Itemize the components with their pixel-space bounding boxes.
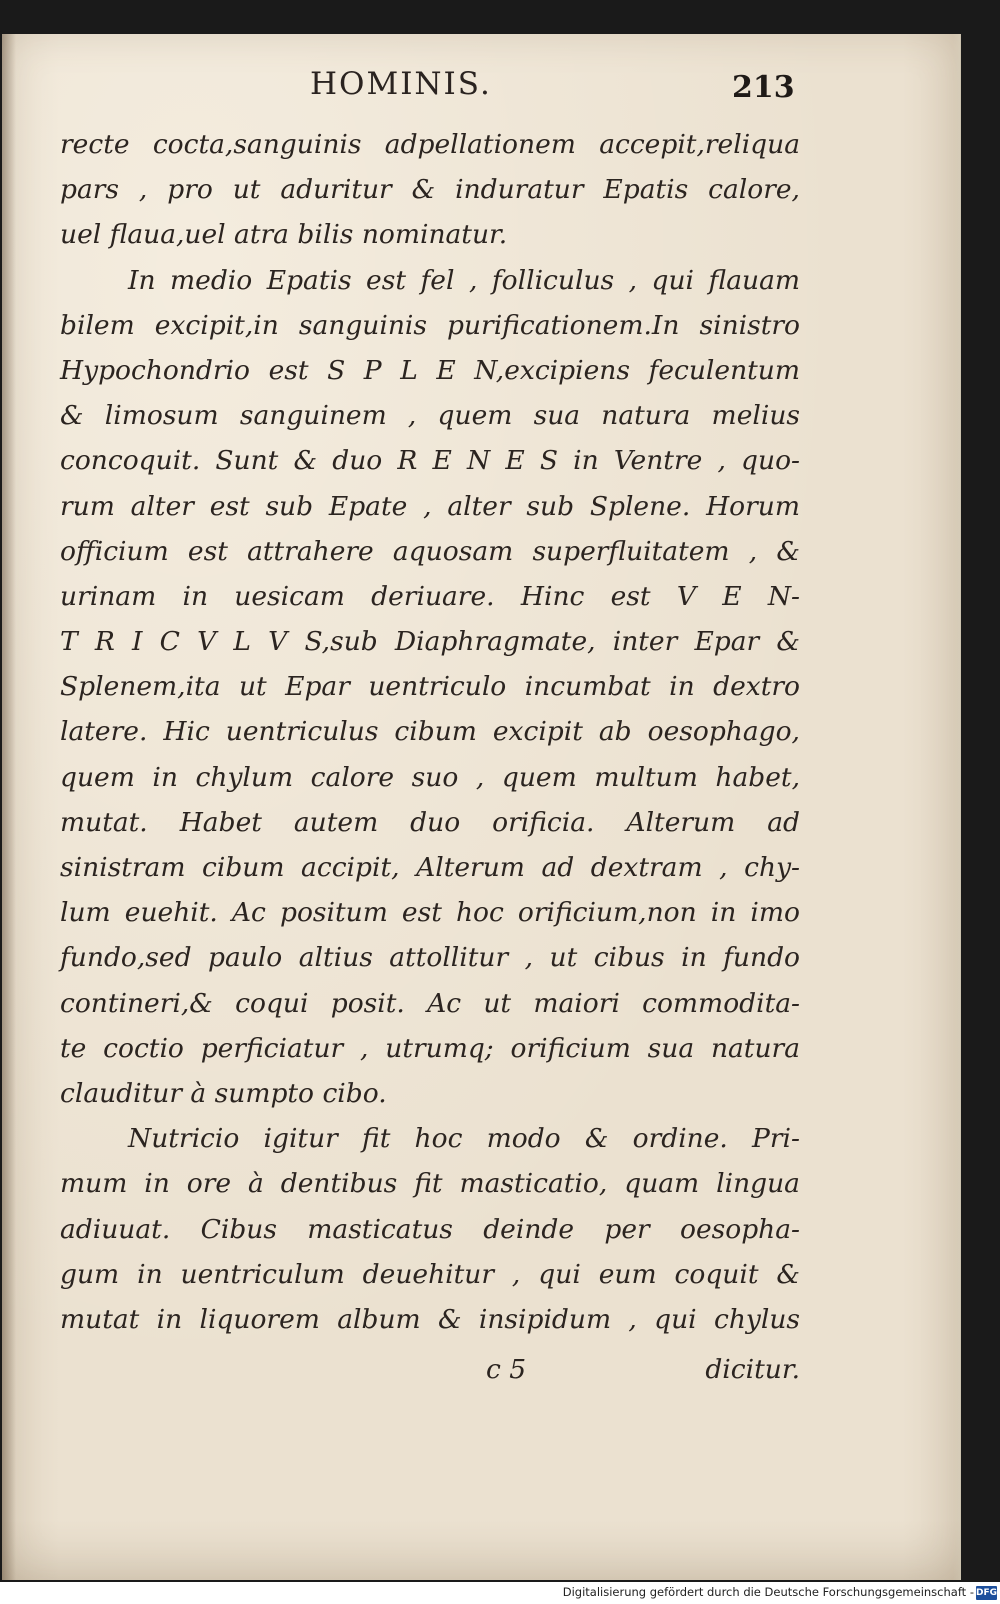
text-line: adiuuat. Cibus masticatus deinde per oesopha- (60, 1213, 800, 1245)
text-line: Hypochondrio est S P L E N,excipiens feculentum (60, 354, 800, 386)
page-gutter-shadow (2, 34, 16, 1580)
text-line: clauditur à sumpto cibo. (60, 1077, 387, 1109)
text-line: fundo,sed paulo altius attollitur , ut cibus in fundo (60, 942, 800, 974)
running-head: HOMINIS. (310, 66, 492, 102)
text-line: sinistram cibum accipit, Alterum ad dextram , chy- (60, 852, 800, 883)
text-line: Splenem,ita ut Epar uentriculo incumbat in dextro (60, 671, 800, 703)
text-line: mutat in liquorem album & insipidum , qui chylus (60, 1303, 800, 1335)
text-line: recte cocta,sanguinis adpellationem accepit,reliqua (60, 129, 800, 160)
text-line: te coctio perficiatur , utrumq; orificium sua natura (60, 1032, 800, 1064)
signature-mark: c 5 (486, 1354, 527, 1385)
text-line: gum in uentriculum deuehitur , qui eum coquit & (60, 1258, 800, 1290)
page-bottom-shading (2, 1520, 960, 1580)
text-line: mutat. Habet autem duo orificia. Alterum ad (60, 806, 800, 838)
page-number: 213 (732, 70, 795, 105)
text-line: latere. Hic uentriculus cibum excipit ab oesophago, (60, 716, 800, 748)
body-text (60, 122, 800, 1342)
footer-credit: Digitalisierung gefördert durch die Deutsche Forschungsgemeinschaft - (562, 1585, 974, 1599)
text-line: T R I C V L V S,sub Diaphragmate, inter Epar & (60, 626, 800, 658)
text-line: Nutricio igitur fit hoc modo & ordine. Pri- (128, 1123, 800, 1155)
page-edge (953, 34, 961, 1580)
text-line: rum alter est sub Epate , alter sub Splene. Horum (60, 490, 800, 522)
catchword: dicitur. (705, 1354, 800, 1385)
text-line: officium est attrahere aquosam superfluitatem , & (60, 535, 800, 567)
text-line: uel flaua,uel atra bilis nominatur. (60, 219, 508, 251)
text-line: lum euehit. Ac positum est hoc orificium,non in imo (60, 897, 800, 929)
text-line: pars , pro ut aduritur & induratur Epatis calore, (60, 174, 800, 206)
dfg-logo-icon: DFG (976, 1588, 998, 1598)
text-line: & limosum sanguinem , quem sua natura melius (60, 400, 800, 432)
text-line: quem in chylum calore suo , quem multum habet, (60, 761, 800, 793)
text-line: mum in ore à dentibus fit masticatio, quam lingua (60, 1168, 800, 1200)
text-line: In medio Epatis est fel , folliculus , qui flauam (128, 264, 800, 296)
text-line: urinam in uesicam deriuare. Hinc est V E N- (60, 580, 800, 612)
footer-bar (0, 1582, 1000, 1604)
text-line: contineri,& coqui posit. Ac ut maiori commodita- (60, 987, 800, 1019)
text-line: concoquit. Sunt & duo R E N E S in Ventre , quo- (60, 445, 800, 477)
text-line: bilem excipit,in sanguinis purificationem.In sinistro (60, 309, 800, 341)
signature-line (60, 1354, 800, 1402)
